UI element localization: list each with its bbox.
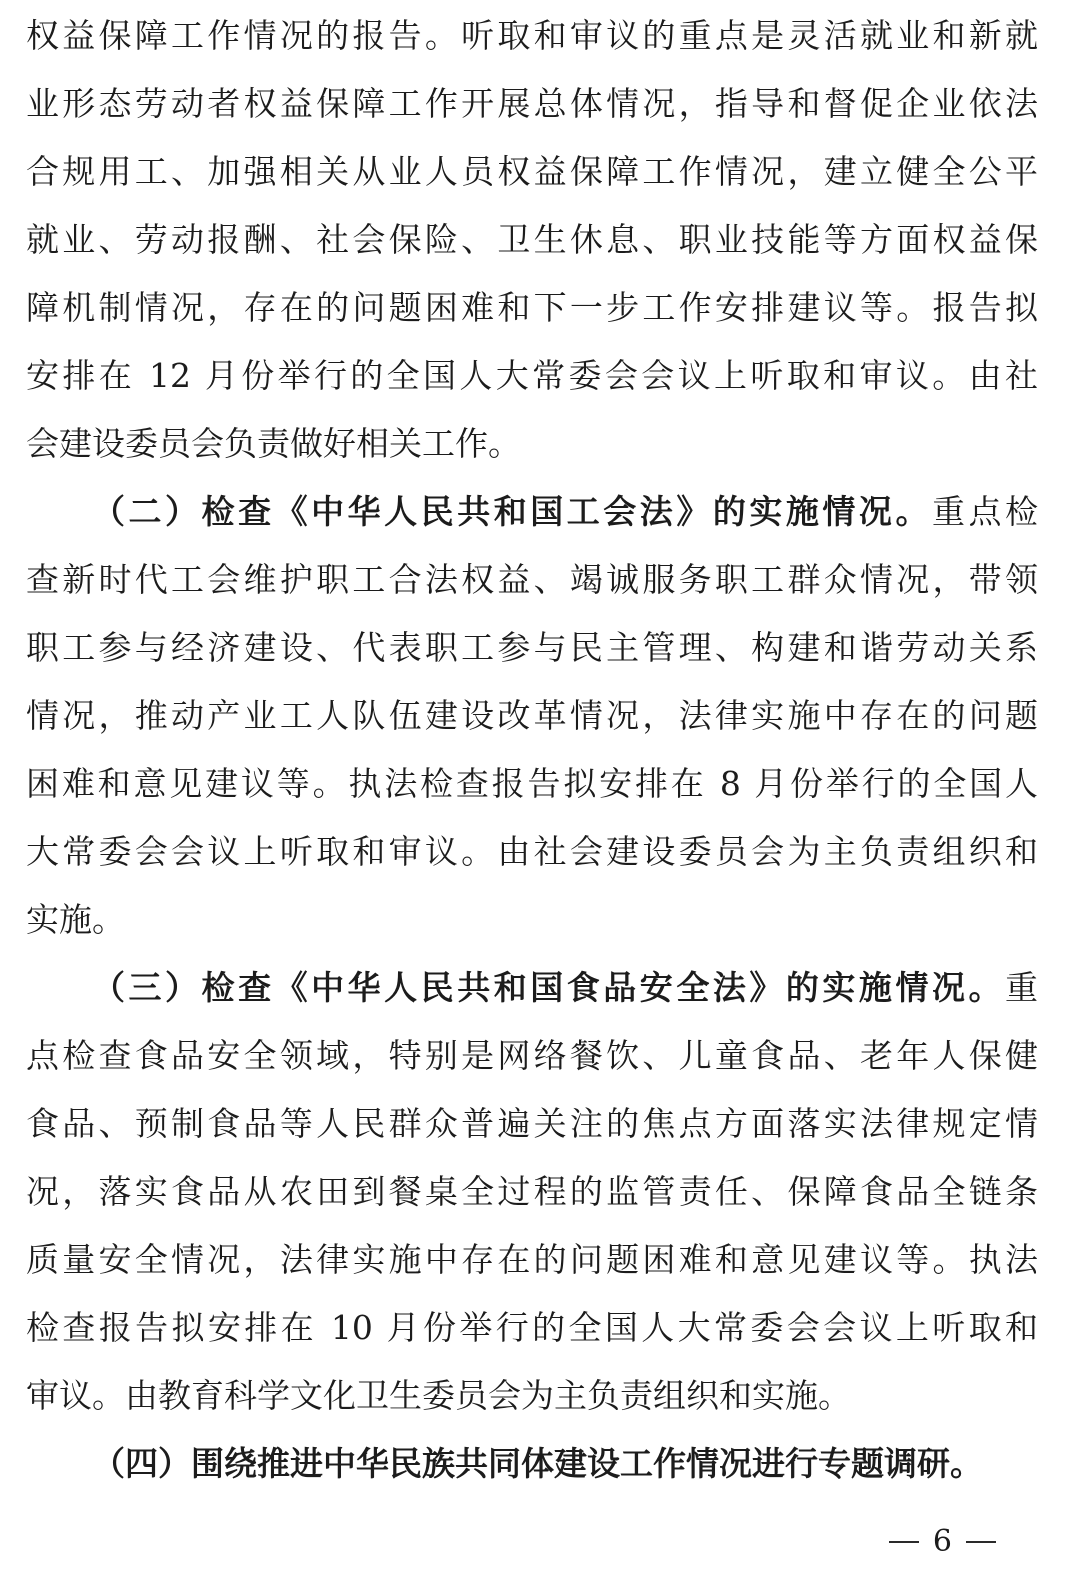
text-line: 合规用工、加强相关从业人员权益保障工作情况，建立健全公平 xyxy=(26,152,1038,191)
text-line: 检查报告拟安排在 10 月份举行的全国人大常委会会议上听取和 xyxy=(26,1308,1038,1347)
footer-dash-left xyxy=(889,1541,919,1543)
section-2-heading: （二）检查《中华人民共和国工会法》的实施情况。 xyxy=(92,492,932,531)
text-line: 安排在 12 月份举行的全国人大常委会会议上听取和审议。由社 xyxy=(26,356,1038,395)
section-3-heading: （三）检查《中华人民共和国食品安全法》的实施情况。 xyxy=(92,968,1005,1007)
text-line: 职工参与经济建设、代表职工参与民主管理、构建和谐劳动关系 xyxy=(26,628,1038,667)
paragraph-section-2 xyxy=(26,478,1038,954)
text-line: 大常委会会议上听取和审议。由社会建设委员会为主负责组织和 xyxy=(26,832,1038,871)
paragraph-continued xyxy=(26,2,1038,478)
section-3-first-line xyxy=(26,954,1038,1022)
page-number: 6 xyxy=(932,1524,952,1559)
section-2-first-line xyxy=(26,478,1038,546)
document-body xyxy=(26,2,1038,1498)
text-line: 情况，推动产业工人队伍建设改革情况，法律实施中存在的问题 xyxy=(26,696,1038,735)
text-line: 实施。 xyxy=(26,900,125,939)
section-4-heading: （四）围绕推进中华民族共同体建设工作情况进行专题调研。 xyxy=(92,1444,983,1483)
text-line: 点检查食品安全领域，特别是网络餐饮、儿童食品、老年人保健 xyxy=(26,1036,1038,1075)
page-footer xyxy=(889,1522,996,1562)
text-line: 权益保障工作情况的报告。听取和审议的重点是灵活就业和新就 xyxy=(26,16,1038,55)
text-line: 困难和意见建议等。执法检查报告拟安排在 8 月份举行的全国人 xyxy=(26,764,1038,803)
text-line: 业形态劳动者权益保障工作开展总体情况，指导和督促企业依法 xyxy=(26,84,1038,123)
text-line: 会建设委员会负责做好相关工作。 xyxy=(26,424,521,463)
paragraph-section-4 xyxy=(26,1430,1038,1498)
section-3-first-line-text: 重 xyxy=(1005,968,1038,1007)
section-4-first-line xyxy=(26,1430,1038,1498)
text-line: 审议。由教育科学文化卫生委员会为主负责组织和实施。 xyxy=(26,1376,851,1415)
text-line: 食品、预制食品等人民群众普遍关注的焦点方面落实法律规定情 xyxy=(26,1104,1038,1143)
text-line: 质量安全情况，法律实施中存在的问题困难和意见建议等。执法 xyxy=(26,1240,1038,1279)
section-2-first-line-text: 重点检 xyxy=(931,492,1038,531)
text-line: 查新时代工会维护职工合法权益、竭诚服务职工群众情况，带领 xyxy=(26,560,1038,599)
footer-dash-right xyxy=(966,1541,996,1543)
text-line: 障机制情况，存在的问题困难和下一步工作安排建议等。报告拟 xyxy=(26,288,1038,327)
text-line: 就业、劳动报酬、社会保险、卫生休息、职业技能等方面权益保 xyxy=(26,220,1038,259)
text-line: 况，落实食品从农田到餐桌全过程的监管责任、保障食品全链条 xyxy=(26,1172,1038,1211)
paragraph-section-3 xyxy=(26,954,1038,1430)
